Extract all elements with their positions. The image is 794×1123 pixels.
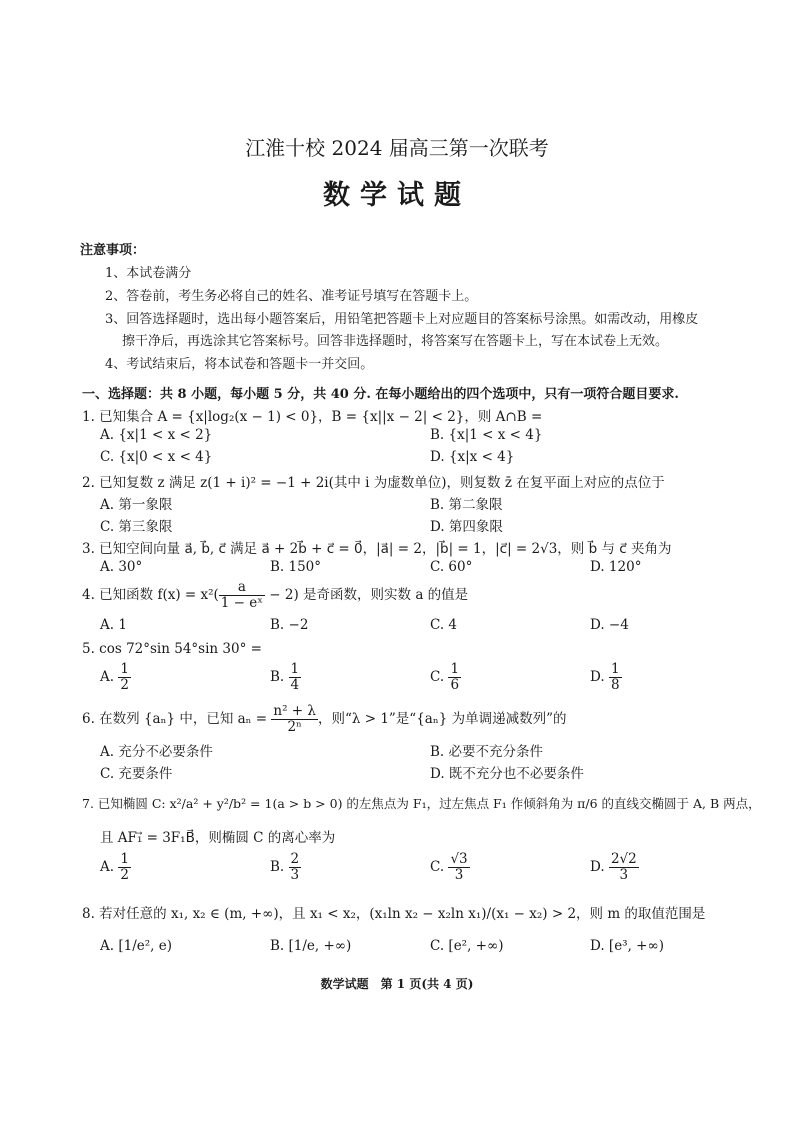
question-2-option-b: B. 第二象限 — [430, 497, 503, 513]
fraction-denominator: 2 — [120, 866, 129, 883]
question-6-stem — [82, 704, 566, 735]
question-2-option-a: A. 第一象限 — [100, 497, 173, 513]
question-7-stem-continued: 且 AF₁⃗ = 3F₁B⃗，则椭圆 C 的离心率为 — [100, 830, 336, 846]
exam-title: 江淮十校 2024 届高三第一次联考 — [245, 136, 549, 160]
question-6-option-a: A. 充分不必要条件 — [100, 744, 213, 760]
question-4-stem-post: − 2) 是奇函数，则实数 a 的值是 — [265, 586, 469, 603]
question-6-fraction — [271, 704, 318, 735]
option-fraction — [448, 662, 461, 693]
question-8-option-d: D. [e³, +∞) — [590, 938, 664, 954]
fraction-denominator: 3 — [619, 866, 629, 883]
question-4-fraction — [219, 580, 265, 611]
question-1-option-a: A. {x|1 < x < 2} — [100, 427, 213, 443]
option-fraction — [448, 852, 469, 883]
fraction-numerator: 1 — [290, 661, 300, 677]
question-4-option-b: B. −2 — [270, 617, 309, 633]
question-3-option-a: A. 30° — [100, 559, 143, 575]
fraction-denominator: 3 — [454, 866, 464, 883]
question-5-stem: 5. cos 72°sin 54°sin 30° = — [82, 641, 262, 657]
question-4-stem-pre: 4. 已知函数 f(x) = x²( — [82, 586, 219, 603]
option-fraction — [289, 662, 302, 693]
fraction-numerator: n² + λ — [273, 703, 316, 719]
option-label: C. — [430, 858, 445, 875]
fraction-numerator: 1 — [120, 661, 129, 677]
option-fraction — [609, 662, 622, 693]
fraction-denominator: 1 − eˣ — [220, 594, 263, 611]
question-5-option-a — [100, 662, 131, 693]
question-2-option-c: C. 第三象限 — [100, 519, 173, 535]
fraction-numerator: a — [219, 580, 265, 596]
fraction-numerator: 2√2 — [610, 851, 637, 867]
question-6-option-d: D. 既不充分也不必要条件 — [430, 766, 584, 782]
question-6-stem-pre: 6. 在数列 {aₙ} 中，已知 aₙ = — [82, 710, 272, 727]
option-label: D. — [590, 858, 605, 875]
question-2-stem: 2. 已知复数 z 满足 z(1 + i)² = −1 + 2i(其中 i 为虚数单位)，则复数 z̄ 在复平面上对应的点位于 — [82, 475, 665, 491]
question-7-stem: 7. 已知椭圆 C: x²/a² + y²/b² = 1(a > b > 0) 的左焦点为 F₁，过左焦点 F₁ 作倾斜角为 π/6 的直线交椭圆于 A, B 两点， — [82, 796, 761, 811]
question-2-option-d: D. 第四象限 — [430, 519, 503, 535]
fraction-numerator: √3 — [450, 851, 468, 867]
question-5-option-c — [430, 662, 461, 693]
question-7-option-b — [270, 852, 301, 883]
option-label: A. — [100, 668, 115, 685]
question-7-option-d — [590, 852, 639, 883]
question-5-option-b — [270, 662, 301, 693]
question-8-stem: 8. 若对任意的 x₁, x₂ ∈ (m, +∞)，且 x₁ < x₂，(x₁ln x₂ − x₂ln x₁)/(x₁ − x₂) > 2，则 m 的取值范围是 — [82, 906, 706, 922]
question-8-option-c: C. [e², +∞) — [430, 938, 504, 954]
note-item: 1、本试卷满分 — [105, 266, 192, 281]
question-4-option-a: A. 1 — [100, 617, 127, 633]
option-label: B. — [270, 668, 285, 685]
question-4-stem — [82, 580, 468, 611]
fraction-denominator: 2 — [120, 676, 129, 693]
question-3-option-c: C. 60° — [430, 559, 473, 575]
question-4-option-c: C. 4 — [430, 617, 458, 633]
option-fraction — [118, 662, 131, 693]
fraction-denominator: 3 — [290, 866, 300, 883]
option-label: D. — [590, 668, 605, 685]
fraction-denominator: 4 — [290, 676, 300, 693]
option-fraction — [609, 852, 639, 883]
question-7-option-c — [430, 852, 470, 883]
notes-heading: 注意事项： — [80, 243, 146, 258]
fraction-numerator: 2 — [290, 851, 300, 867]
question-4-option-d: D. −4 — [590, 617, 629, 633]
question-3-option-d: D. 120° — [590, 559, 642, 575]
note-item: 擦干净后，再选涂其它答案标号。回答非选择题时，将答案写在答题卡上，写在本试卷上无效。 — [122, 334, 669, 349]
option-label: C. — [430, 668, 445, 685]
question-3-option-b: B. 150° — [270, 559, 322, 575]
fraction-denominator: 8 — [610, 676, 620, 693]
subject-title: 数学试题 — [323, 180, 471, 211]
note-item: 3、回答选择题时，选出每小题答案后，用铅笔把答题卡上对应题目的答案标号涂黑。如需改动，用橡皮 — [105, 312, 699, 327]
option-label: A. — [100, 858, 115, 875]
fraction-numerator: 1 — [120, 851, 129, 867]
note-item: 2、答卷前，考生务必将自己的姓名、准考证号填写在答题卡上。 — [105, 289, 478, 304]
section-heading: 一、选择题：共 8 小题，每小题 5 分，共 40 分. 在每小题给出的四个选项中，只有一项符合题目要求. — [82, 387, 679, 402]
question-1-option-b: B. {x|1 < x < 4} — [430, 427, 543, 443]
note-item: 4、考试结束后，将本试卷和答题卡一并交回。 — [105, 357, 374, 372]
question-1-option-c: C. {x|0 < x < 4} — [100, 449, 213, 465]
question-8-option-a: A. [1/e², e) — [100, 938, 172, 954]
question-6-stem-post: ，则“λ > 1”是“{aₙ} 为单调递减数列”的 — [317, 710, 567, 727]
fraction-denominator: 2ⁿ — [287, 718, 302, 735]
option-label: B. — [270, 858, 285, 875]
question-5-option-d — [590, 662, 622, 693]
question-6-option-b: B. 必要不充分条件 — [430, 744, 544, 760]
fraction-numerator: 1 — [450, 661, 460, 677]
page-footer: 数学试题 第 1 页(共 4 页) — [320, 977, 474, 991]
fraction-numerator: 1 — [610, 661, 620, 677]
question-1-stem: 1. 已知集合 A = {x|log₂(x − 1) < 0}，B = {x||x − 2| < 2}，则 A∩B = — [82, 409, 543, 425]
option-fraction — [118, 852, 131, 883]
question-6-option-c: C. 充要条件 — [100, 766, 173, 782]
question-8-option-b: B. [1/e, +∞) — [270, 938, 352, 954]
fraction-denominator: 6 — [450, 676, 460, 693]
question-1-option-d: D. {x|x < 4} — [430, 449, 515, 465]
option-fraction — [289, 852, 302, 883]
question-7-option-a — [100, 852, 131, 883]
question-3-stem: 3. 已知空间向量 a⃗, b⃗, c⃗ 满足 a⃗ + 2b⃗ + c⃗ = 0⃗，|a⃗| = 2，|b⃗| = 1，|c⃗| = 2√3，则 b⃗ 与 c⃗ 夹角为 — [82, 541, 672, 557]
